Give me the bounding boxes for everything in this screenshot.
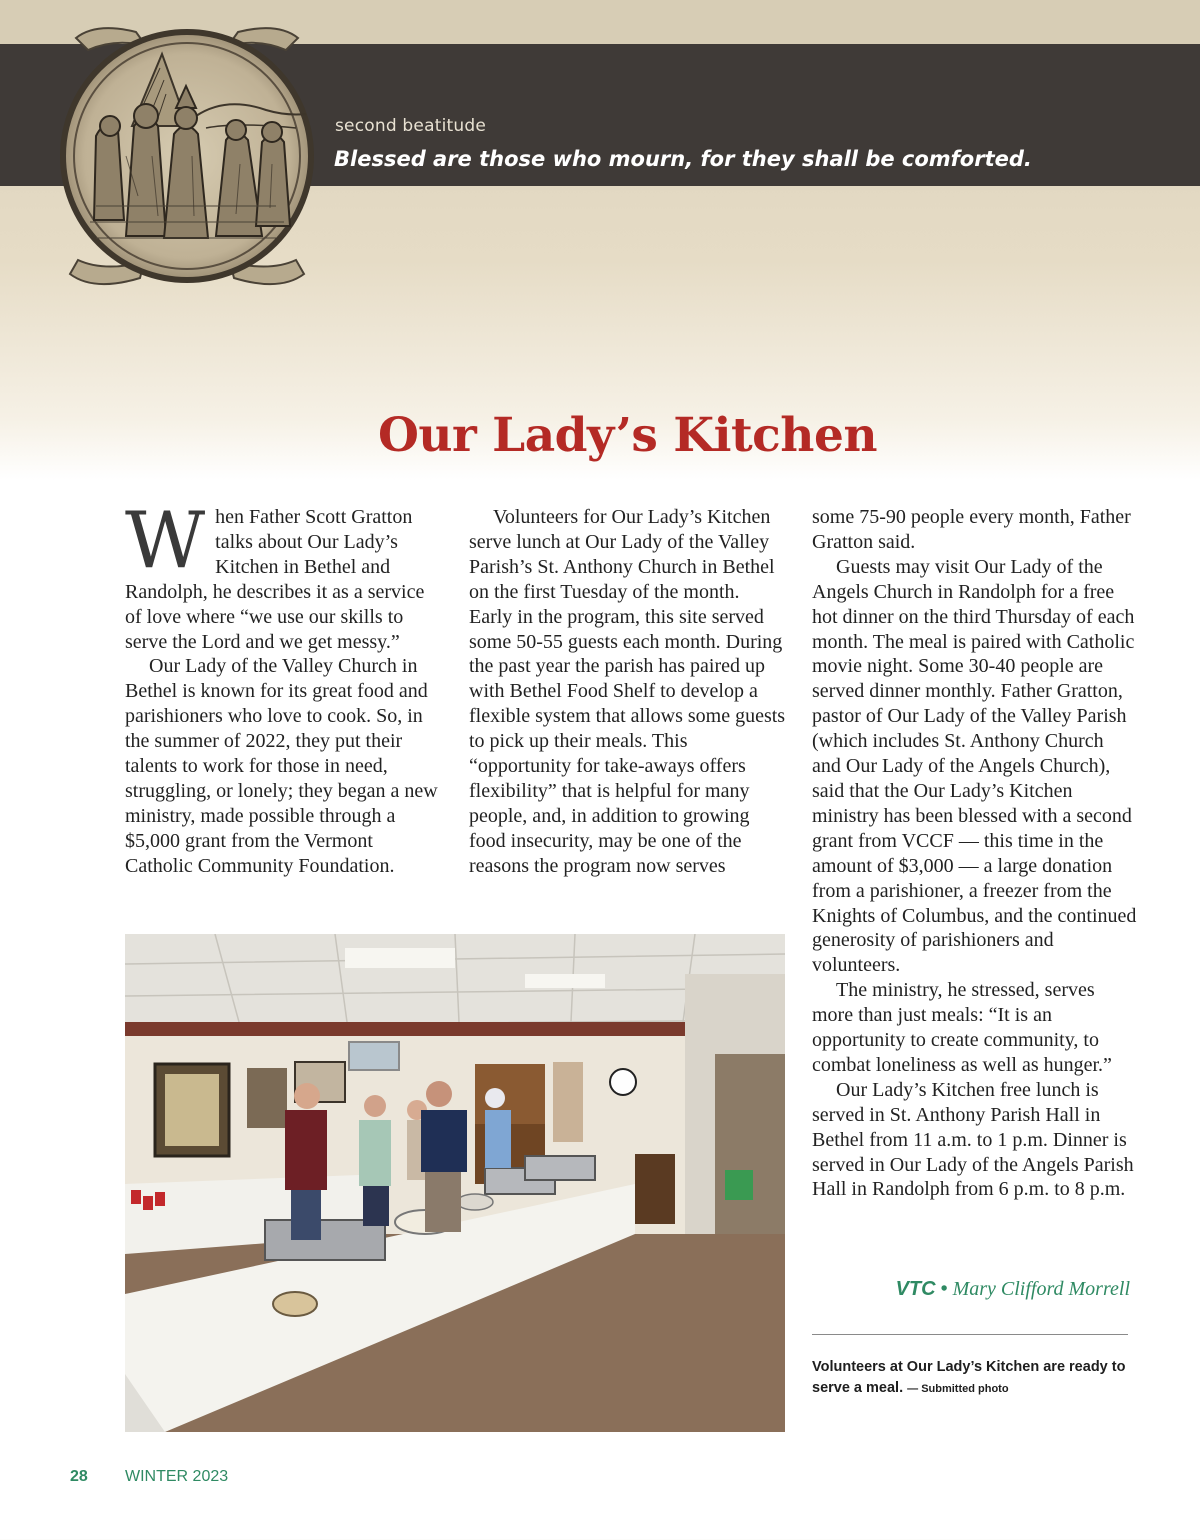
beatitude-quote: Blessed are those who mourn, for they shall be comforted. — [334, 147, 1032, 171]
caption-text: Volunteers at Our Lady’s Kitchen are ready to serve a meal. — [812, 1359, 1126, 1396]
paragraph: Volunteers for Our Lady’s Kitchen serve lunch at Our Lady of the Valley Parish’s St. Anthony Church in Bethel on the first Tuesday of the month. Early in the program, this site served some 50-55 guests each month. During the past year the parish has paired up with Bethel Food Shelf to develop a flexible system that allows some guests to pick up their meals. This “opportunity for take-aways offers flexibility” that is helpful for many people, and, in addition to growing food insecurity, may be one of the reasons the program now serves — [469, 506, 786, 877]
byline-author: Mary Clifford Morrell — [952, 1278, 1130, 1300]
byline-org: VTC — [895, 1278, 936, 1300]
section-kicker: second beatitude — [335, 116, 486, 136]
issue-label: WINTER 2023 — [125, 1468, 229, 1485]
byline — [812, 1278, 1130, 1301]
photo-caption — [812, 1357, 1142, 1400]
paragraph: When Father Scott Gratton talks about Our Lady’s Kitchen in Bethel and Randolph, he describes it as a service of love where “we use our skills to serve the Lord and we get messy.” — [125, 496, 425, 653]
paragraph: Our Lady of the Valley Church in Bethel is known for its great food and parishioners who love to cook. So, in the summer of 2022, they put their talents to work for those in need, struggling, or lonely; they began a new ministry, made possible through a $5,000 grant from the Vermont Catholic Community Foundation. — [125, 655, 438, 877]
article-column-2 — [469, 505, 787, 879]
byline-separator: • — [940, 1278, 948, 1300]
paragraph: The ministry, he stressed, serves more than just meals: “It is an opportunity to create community, to combat loneliness as well as hunger.” — [812, 979, 1112, 1076]
paragraph: Guests may visit Our Lady of the Angels Church in Randolph for a free hot dinner on the third Thursday of each month. The meal is paired with Catholic movie night. Some 30-40 people are served dinner monthly. Father Gratton, pastor of Our Lady of the Valley Parish (which includes St. Anthony Church and Our Lady of the Angels Church), said that the Our Lady’s Kitchen ministry has been blessed with a second grant from VCCF — this time in the amount of $3,000 — a large donation from a parishioner, a freezer from the Knights of Columbus, and the continued generosity of parishioners and volunteers. — [812, 555, 1137, 977]
page-number: 28 — [70, 1468, 88, 1485]
article-column-3 — [812, 505, 1137, 1202]
engraving-medallion — [56, 16, 318, 294]
parish-hall-photo — [125, 934, 785, 1432]
article-column-1 — [125, 496, 445, 879]
article-title: Our Lady’s Kitchen — [377, 408, 878, 463]
drop-cap: W — [125, 496, 206, 586]
photo-credit: — Submitted photo — [907, 1383, 1009, 1395]
paragraph: Our Lady’s Kitchen free lunch is served in St. Anthony Parish Hall in Bethel from 11 a.m. to 1 p.m. Dinner is served in Our Lady of the Angels Parish Hall in Randolph from 6 p.m. to 8 p.m. — [812, 1078, 1134, 1201]
caption-divider — [812, 1334, 1128, 1335]
paragraph: some 75-90 people every month, Father Gratton said. — [812, 506, 1131, 553]
